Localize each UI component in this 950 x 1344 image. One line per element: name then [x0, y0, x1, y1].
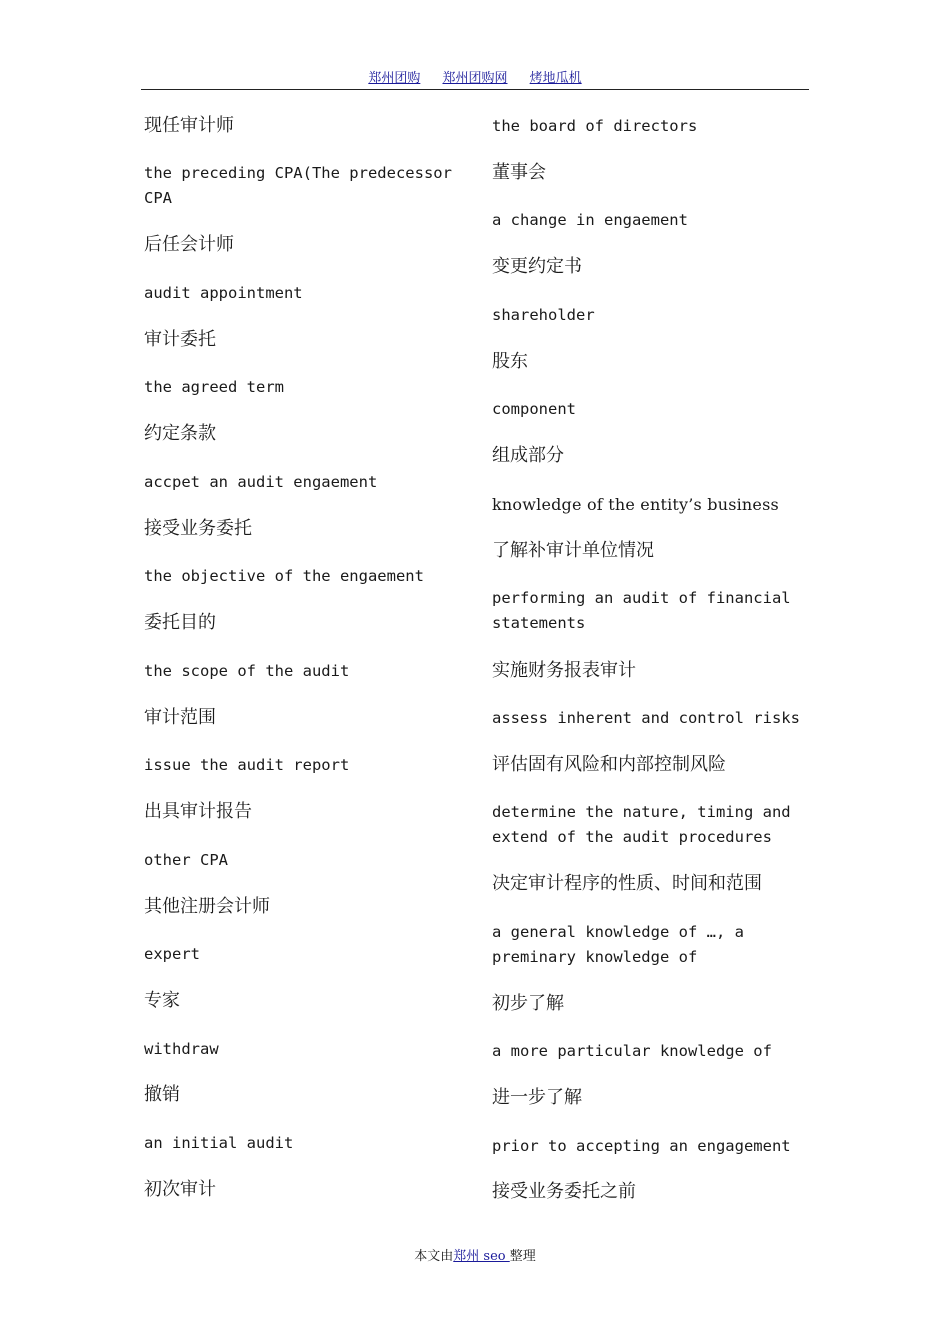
term-zh: 撤销 — [144, 1084, 180, 1105]
term-zh: 其他注册会计师 — [144, 896, 270, 917]
term-en: the scope of the audit — [144, 662, 350, 680]
term-en: an initial audit — [144, 1134, 294, 1152]
term-zh: 接受业务委托 — [144, 518, 252, 539]
header-link-zhengzhou-tuangou-wang[interactable]: 郑州团购网 — [442, 71, 508, 86]
term-zh: 专家 — [144, 990, 180, 1011]
term-en: the board of directors — [492, 117, 698, 135]
term-zh: 出具审计报告 — [144, 801, 252, 822]
header-link-kaodigua-ji[interactable]: 烤地瓜机 — [529, 71, 582, 86]
term-zh: 决定审计程序的性质、时间和范围 — [492, 873, 762, 894]
term-zh: 变更约定书 — [492, 256, 582, 277]
term-en: a general knowledge of …, a preminary knowledge of — [492, 923, 754, 966]
term-zh: 审计范围 — [144, 707, 216, 728]
term-en: audit appointment — [144, 284, 303, 302]
term-en: expert — [144, 945, 200, 963]
page-footer — [0, 1246, 950, 1268]
term-en: a more particular knowledge of — [492, 1042, 772, 1060]
term-en: the objective of the engaement — [144, 567, 424, 585]
term-en: component — [492, 400, 576, 418]
footer-link-zhengzhou-seo[interactable]: 郑州 seo — [453, 1249, 510, 1264]
term-en: the agreed term — [144, 378, 284, 396]
header-link-zhengzhou-tuangou[interactable]: 郑州团购 — [368, 71, 421, 86]
term-zh: 审计委托 — [144, 329, 216, 350]
term-zh: 了解补审计单位情况 — [492, 540, 654, 561]
term-en: shareholder — [492, 306, 595, 324]
term-zh: 股东 — [492, 351, 528, 372]
term-zh: 初次审计 — [144, 1179, 216, 1200]
term-en: a change in engaement — [492, 211, 688, 229]
term-en: issue the audit report — [144, 756, 350, 774]
term-en: withdraw — [144, 1040, 219, 1058]
footer-prefix: 本文由 — [414, 1249, 454, 1264]
term-zh: 组成部分 — [492, 445, 564, 466]
term-zh: 委托目的 — [144, 612, 216, 633]
term-zh: 评估固有风险和内部控制风险 — [492, 754, 726, 775]
term-en: the preceding CPA(The predecessor CPA — [144, 164, 462, 207]
page-header — [141, 68, 809, 90]
term-en: assess inherent and control risks — [492, 709, 800, 727]
term-en: accpet an audit engaement — [144, 473, 378, 491]
term-zh: 接受业务委托之前 — [492, 1181, 636, 1202]
term-en: determine the nature, timing and extend of the audit procedures — [492, 803, 800, 846]
term-en: prior to accepting an engagement — [492, 1137, 791, 1155]
term-zh: 董事会 — [492, 162, 546, 183]
term-en: other CPA — [144, 851, 228, 869]
term-zh: 初步了解 — [492, 993, 564, 1014]
term-zh: 实施财务报表审计 — [492, 660, 636, 681]
term-en: performing an audit of financial statements — [492, 589, 800, 632]
term-en: knowledge of the entity’s business — [492, 495, 779, 514]
term-zh: 后任会计师 — [144, 234, 234, 255]
footer-suffix: 整理 — [509, 1249, 536, 1264]
term-zh: 进一步了解 — [492, 1087, 582, 1108]
term-zh: 现任审计师 — [144, 115, 234, 136]
term-zh: 约定条款 — [144, 423, 216, 444]
